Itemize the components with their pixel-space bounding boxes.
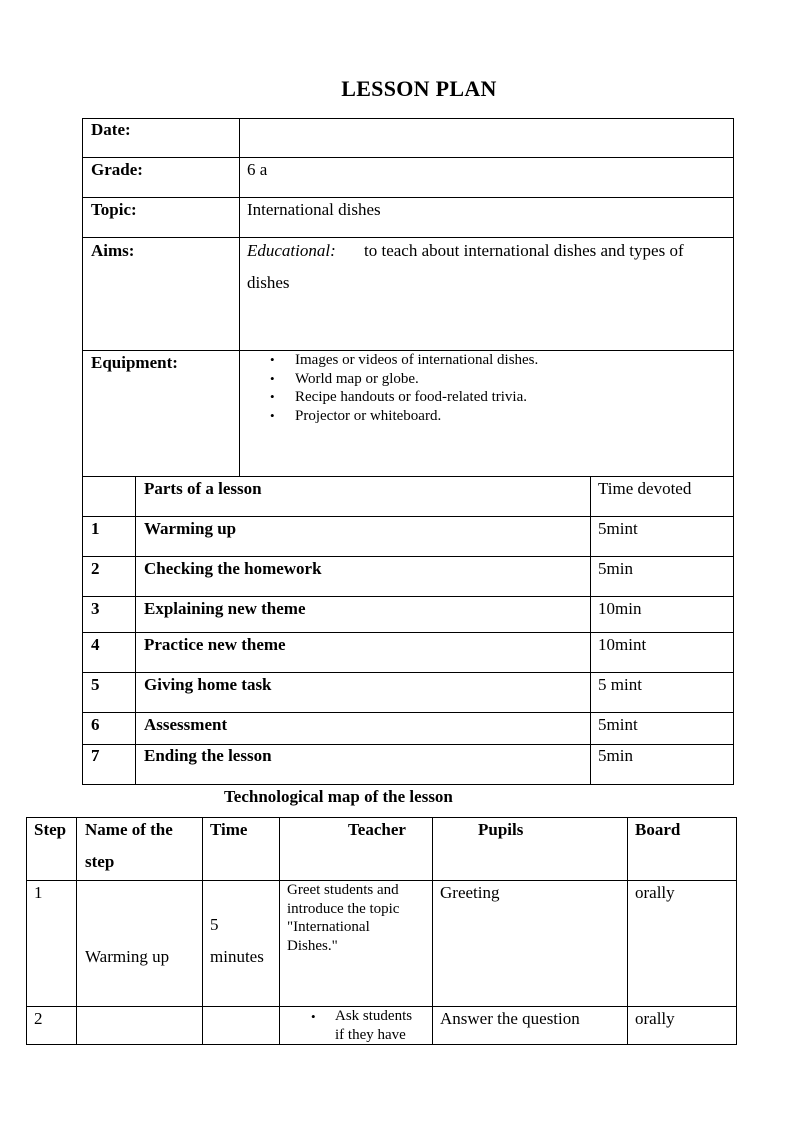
bullet-icon: • (311, 1009, 316, 1024)
techmap-board-text: orally (635, 1009, 675, 1028)
techmap-header-board: Board (635, 820, 681, 839)
parts-header-part: Parts of a lesson (144, 479, 262, 498)
parts-row-part: Assessment (144, 715, 228, 734)
techmap-header-step: Step (34, 820, 67, 839)
techmap-step-number: 1 (34, 883, 43, 902)
techmap-teacher-text: Dishes." (287, 937, 338, 954)
techmap-step-time-unit: minutes (210, 947, 264, 966)
parts-row-num: 7 (91, 746, 100, 765)
parts-row-num: 4 (91, 635, 100, 654)
parts-row-num: 6 (91, 715, 100, 734)
parts-row-part: Warming up (144, 519, 237, 538)
equipment-item: • Images or videos of international dishes. (270, 351, 538, 370)
parts-row-part: Explaining new theme (144, 599, 306, 618)
techmap-teacher-text: introduce the topic (287, 900, 400, 917)
equipment-list (270, 351, 538, 425)
parts-header-time: Time devoted (598, 479, 692, 498)
techmap-header-time: Time (210, 820, 248, 839)
parts-row-part: Checking the homework (144, 559, 322, 578)
techmap-header-name: Name of the (85, 820, 173, 839)
date-label: Date: (91, 120, 131, 139)
parts-row-time: 10min (598, 599, 642, 618)
techmap-teacher-text: "International (287, 919, 370, 935)
techmap-board-text: orally (635, 883, 675, 902)
parts-row-num: 5 (91, 675, 100, 694)
equipment-item: • Recipe handouts or food-related trivia. (270, 388, 538, 407)
techmap-teacher-text: if they have (335, 1026, 406, 1043)
parts-row-part: Ending the lesson (144, 746, 272, 765)
techmap-pupils-text: Greeting (440, 883, 500, 902)
aims-type: Educational: (247, 241, 336, 260)
techmap-step-time: 5 (210, 915, 219, 934)
parts-row-num: 2 (91, 559, 100, 578)
parts-row-time: 5 mint (598, 675, 642, 694)
techmap-pupils-text: Answer the question (440, 1009, 580, 1028)
equipment-item: • World map or globe. (270, 370, 538, 389)
parts-row-time: 5mint (598, 715, 638, 734)
techmap-step-number: 2 (34, 1009, 43, 1028)
techmap-header-teacher: Teacher (348, 820, 406, 839)
parts-row-time: 10mint (598, 635, 647, 654)
equipment-label: Equipment: (91, 353, 178, 372)
parts-row-num: 3 (91, 599, 100, 618)
equipment-item: • Projector or whiteboard. (270, 407, 538, 426)
topic-value: International dishes (247, 200, 381, 219)
parts-row-part: Practice new theme (144, 635, 286, 654)
techmap-step-name: Warming up (85, 947, 170, 966)
parts-row-time: 5mint (598, 519, 638, 538)
grade-value: 6 a (247, 160, 268, 179)
aims-text-cont: dishes (247, 273, 290, 292)
aims-text: to teach about international dishes and types of (364, 241, 684, 260)
grade-label: Grade: (91, 160, 143, 179)
page-title: LESSON PLAN (341, 76, 497, 101)
parts-row-time: 5min (598, 559, 633, 578)
parts-row-num: 1 (91, 519, 100, 538)
techmap-teacher-text: Greet students and (287, 882, 399, 898)
parts-row-part: Giving home task (144, 675, 272, 694)
aims-label: Aims: (91, 241, 135, 260)
techmap-teacher-text: Ask students (335, 1008, 413, 1024)
parts-row-time: 5min (598, 746, 633, 765)
techmap-header-name-cont: step (85, 852, 115, 871)
techmap-title: Technological map of the lesson (224, 787, 453, 806)
techmap-header-pupils: Pupils (478, 820, 524, 839)
topic-label: Topic: (91, 200, 137, 219)
